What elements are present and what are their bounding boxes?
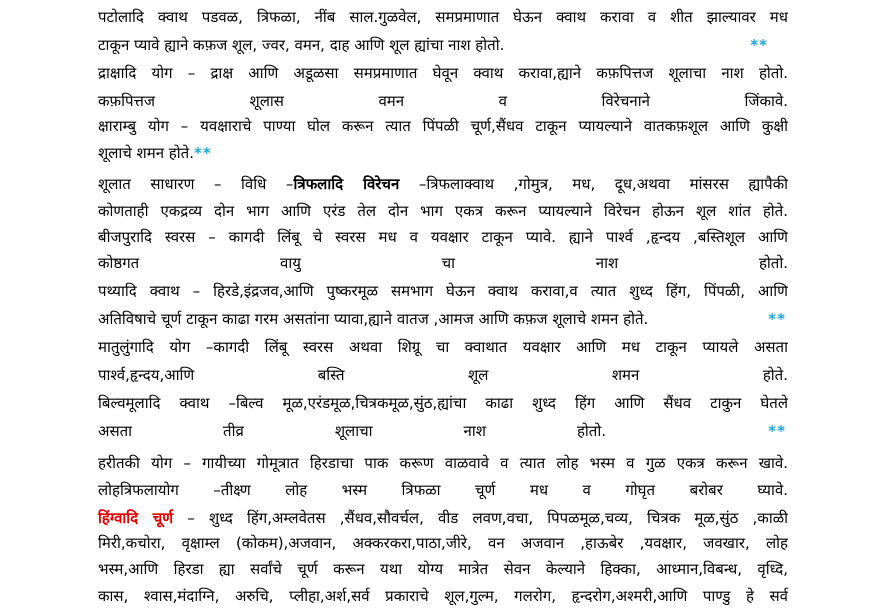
text-line: बीजपुरादि स्वरस – कागदी लिंबू चे स्वरस मध व यवक्षार टाकून प्यावे. ह्याने पार्श्व ,हृन्दय ,बस्तिशूल आणि [98,228,788,246]
text-line: कास, श्वास,मंदाग्नि, अरुचि, प्लीहा,अर्श,सर्व प्रकाराचे शूल,गुल्म, गलरोग, हृन्दरोग,अश्मरी,आणि पाण्डु हे सर्व [98,587,788,605]
text-line: कोष्ठगत वायु चा नाश होतो. [98,254,788,272]
text-line: क्षाराम्बु योग – यवक्षाराचे पाण्या घोल करून त्यात पिंपळी चूर्ण,सैंधव टाकून प्यायल्याने वातकफ़शूल आणि कुक्षी [98,117,788,135]
text-line: कोणताही एकद्रव्य दोन भाग आणि एरंड तेल दोन भाग एकत्र करून प्यायल्याने विरेचन होऊन शूल शांत होते. [98,202,788,220]
text-line: मिरी,कचोरा, वृक्षाम्ल (कोकम),अजवान, अक्करकरा,पाठा,जीरे, वन अजवान ,हाऊबेर ,यवक्षार, जवखार, लोह [98,534,788,552]
text-line: द्राक्षादि योग – द्राक्ष आणि अडूळसा समप्रमाणात घेवून क्वाथ करावा,ह्याने कफ़पित्तज शूलाचा नाश होतो. [98,64,788,82]
text-line: अतिविषाचे चूर्ण टाकून काढा गरम असतांना प्यावा,ह्याने वातज ,आमज आणि कफ़ज शूलाचे शमन होते. ** [98,307,788,331]
heading-hingvadi-churna: हिंग्वादि चूर्ण [98,509,174,527]
text-line: लोहत्रिफलायोग –तीक्ष्ण लोह भस्म त्रिफळा चूर्ण मध व गोघृत बरोबर घ्यावे. [98,481,788,499]
text-line: मातुलुंगादि योग –कागदी लिंबू स्वरस अथवा शिग्रू चा क्वाथात यवक्षार आणि मध टाकून प्यायले असता [98,338,788,356]
text-line: टाकून प्यावे ह्याने कफ़ज शूल, ज्वर, वमन, दाह आणि शूल ह्यांचा नाश होतो. ** [98,33,788,57]
text-line: शूलाचे शमन होते.** [98,144,212,162]
text-line: भस्म,आणि हिरडा ह्या सर्वांचे चूर्ण करून यथा योग्य मात्रेत सेवन केल्याने हिक्का, आध्मान,विबन्ध, वृध्दि, [98,560,788,578]
text-line: शूलात साधारण – विधि –त्रिफलादि विरेचन –त्रिफलाक्वाथ ,गोमुत्र, मध, दूध,अथवा मांसरस ह्यापैकी [98,175,788,193]
text-line: हरीतकी योग – गायीच्या गोमूत्रात हिरडाचा पाक करूण वाळवावे व त्यात लोह भस्म व गुळ एकत्र करून खावे. [98,454,788,472]
stars-marker: ** [750,36,768,54]
stars-marker: ** [193,144,212,162]
text-line: पथ्यादि क्वाथ – हिरडे,इंद्रजव,आणि पुष्करमूळ समभाग घेऊन क्वाथ करावा,व त्यात शुध्द हिंग, पिंपळी, आणि [98,282,788,300]
text-line: कफ़पित्तज शूलास वमन व विरेचनाने जिंकावे. [98,92,788,110]
heading-trifaladi-virechan: त्रिफलादि विरेचन [293,175,400,193]
text-line: पार्श्व,हृन्दय,आणि बस्ति शूल शमन होते. [98,366,788,384]
text-line: पटोलादि क्वाथ पडवळ, त्रिफळा, नींब साल.गुळवेल, समप्रमाणात घेऊन क्वाथ करावा व शीत झाल्यावर मध [98,8,788,26]
text-line: असता तीव्र शूलाचा नाश होतो. ** [98,419,788,443]
text-line: बिल्वमूलादि क्वाथ –बिल्व मूळ,एरंडमूळ,चित्रकमूळ,सुंठ,ह्यांचा काढा शुध्द हिंग आणि सैंधव टाकुन घेतले [98,394,788,412]
text-line: हिंग्वादि चूर्ण – शुध्द हिंग,अम्लवेतस ,सैंधव,सौवर्चल, वीड लवण,वचा, पिपळमूळ,चव्य, चित्रक मूळ,सुंठ ,काळी [98,509,788,527]
stars-marker: ** [768,310,786,328]
stars-marker: ** [768,422,786,440]
